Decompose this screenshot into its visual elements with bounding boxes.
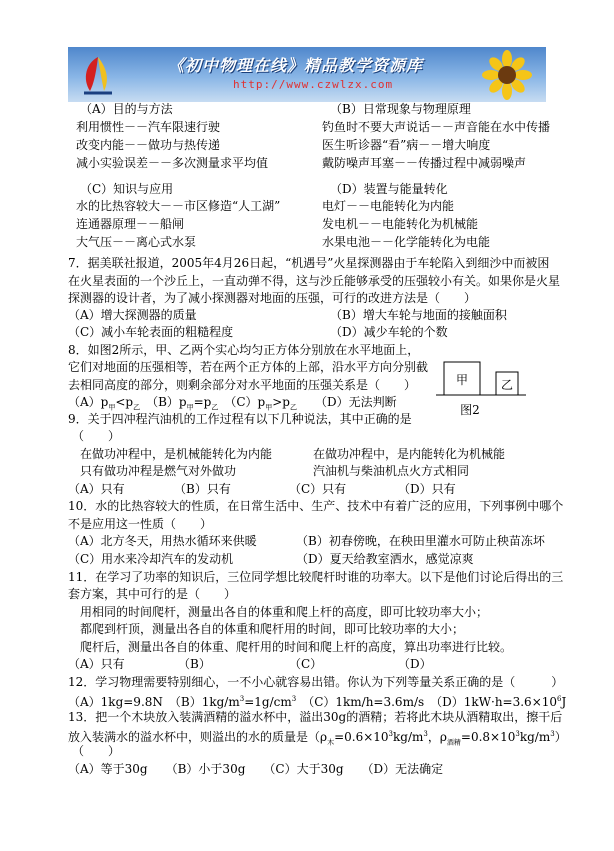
text-line: 水的比热容较大－－市区修造“人工湖”: [76, 199, 281, 213]
text-line: （B）: [178, 657, 211, 671]
text-line: 12．学习物理需要特别细心，一不小心就容易出错。你认为下列等量关系正确的是（ ）: [68, 675, 564, 689]
text-line: 爬杆后，测量出各自的体重、爬杆用的时间和爬上杆的高度，算出功率进行比较。: [80, 640, 513, 654]
text-line: （A）只有: [68, 657, 125, 671]
text-line: （C）用水来冷却汽车的发动机: [68, 552, 234, 566]
text-line: 在火星表面的一个沙丘上，一直动弹不得，这与沙丘能够承受的压强较小有关。如果你是火星: [68, 274, 561, 288]
text-line: 8．如图2所示，甲、乙两个实心均匀正方体分别放在水平地面上，: [68, 343, 420, 357]
text-line: （B）初春傍晚，在秧田里灌水可防止秧苗冻坏: [296, 534, 545, 548]
sunflower-icon: [472, 49, 542, 101]
text-line: 减小实验误差－－多次测量求平均值: [76, 156, 269, 170]
text-line: （A）只有: [68, 482, 125, 496]
text-line: 在做功冲程中，是机械能转化为内能: [80, 447, 273, 461]
text-line: $(A)p_甲<p_乙$ $(B)p_甲=p_乙$ $(C)p_甲>p_乙$ （D）无法判断: [68, 395, 397, 412]
figure-2: [436, 358, 526, 418]
text-line: （B）只有: [174, 482, 231, 496]
text-line: 套方案，其中可行的是（ ）: [68, 587, 237, 601]
text-line: （A）1kg=9.8N $(B)1kg/m^3=1g/cm^3$ （C）1km/h=3.6m/s $(D)1kW\cdot h=3.6\times 10^6J$: [68, 695, 567, 709]
text-line: 13．把一个木块放入装满酒精的溢水杯中，溢出30g的酒精；若将此木块从酒精取出，擦干后: [68, 710, 563, 724]
text-line: （C）减小车轮表面的粗糙程度: [68, 325, 234, 339]
text-line: （C）只有: [289, 482, 347, 496]
text-line: （ ）: [72, 429, 121, 443]
text-line: 9．关于四冲程汽油机的工作过程有以下几种说法，其中正确的是: [68, 412, 412, 426]
text-line: （C）知识与应用: [80, 182, 174, 196]
text-line: 电灯－－电能转化为内能: [322, 199, 455, 213]
text-line: （C）: [289, 657, 323, 671]
text-line: 去相同高度的部分，则剩余部分对水平地面的压强关系是（ ）: [68, 378, 417, 392]
text-line: （ ）: [72, 744, 121, 758]
text-line: （D）减少车轮的个数: [330, 325, 448, 339]
text-line: （A）等于30g （B）小于30g （C）大于30g （D）无法确定: [68, 762, 444, 776]
text-line: 10．水的比热容较大的性质，在日常生活中、生产、技术中有着广泛的应用，下列事例中哪个: [68, 499, 564, 513]
text-line: 11．在学习了功率的知识后，三位同学想比较爬杆时谁的功率大。以下是他们讨论后得出的三: [68, 570, 564, 584]
text-line: （B）增大车轮与地面的接触面积: [330, 308, 507, 322]
text-line: （D）夏天给教室洒水，感觉凉爽: [296, 552, 474, 566]
text-line: 改变内能－－做功与热传递: [76, 138, 221, 152]
text-line: 放入装满水的溢水杯中，则溢出的水的质量是（$\rho_木=0.6\times 10^3kg/m^3$，$\rho_{酒精}=0.8\times 10^3kg/m^3$）: [68, 730, 567, 747]
text-line: 发电机－－电能转化为机械能: [322, 217, 479, 231]
text-line: 连通器原理－－船闸: [76, 217, 185, 231]
text-line: （A）北方冬天，用热水循环来供暖: [68, 534, 257, 548]
text-line: （A）增大探测器的质量: [68, 308, 197, 322]
text-line: 7．据美联社报道，2005年4月26日起，“机遇号”火星探测器由于车轮陷入到细沙中而被困: [68, 256, 550, 270]
label-jia: 甲: [455, 373, 469, 387]
text-line: （D）只有: [398, 482, 456, 496]
header-banner: [68, 47, 546, 102]
text-line: 探测器的设计者，为了减小探测器对地面的压强，可行的改进方法是（ ）: [68, 291, 477, 305]
text-line: （D）装置与能量转化: [330, 182, 448, 196]
text-line: 汽油机与柴油机点火方式相同: [313, 464, 470, 478]
text-line: 只有做功冲程是燃气对外做功: [80, 464, 237, 478]
text-line: （D）: [398, 657, 432, 671]
text-line: 在做功冲程中，是内能转化为机械能: [313, 447, 506, 461]
text-line: （B）日常现象与物理原理: [330, 102, 471, 116]
text-line: 利用惯性－－汽车限速行驶: [76, 120, 221, 134]
text-line: 不是应用这一性质（ ）: [68, 517, 213, 531]
text-line: （A）目的与方法: [80, 102, 173, 116]
logo-icon: [76, 53, 120, 97]
banner-url: http://www.czwlzx.com: [233, 78, 394, 91]
text-line: 它们对地面的压强相等，若在两个正方体的上部，沿水平方向分别截: [68, 360, 429, 374]
text-line: 都爬到杆顶，测量出各自的体重和爬杆用的时间，即可比较功率的大小；: [80, 622, 465, 636]
text-line: 医生听诊器“看”病－－增大响度: [322, 138, 491, 152]
banner-title: 《初中物理在线》精品教学资源库: [168, 56, 424, 75]
text-line: 用相同的时间爬杆，测量出各自的体重和爬上杆的高度，即可比较功率大小；: [80, 605, 489, 619]
text-line: 水果电池－－化学能转化为电能: [322, 235, 491, 249]
text-line: 戴防噪声耳塞－－传播过程中减弱噪声: [322, 156, 527, 170]
figure-caption: 图2: [460, 403, 480, 417]
text-line: 钓鱼时不要大声说话－－声音能在水中传播: [322, 120, 551, 134]
label-yi: 乙: [500, 378, 514, 392]
text-line: 大气压－－离心式水泵: [76, 235, 197, 249]
